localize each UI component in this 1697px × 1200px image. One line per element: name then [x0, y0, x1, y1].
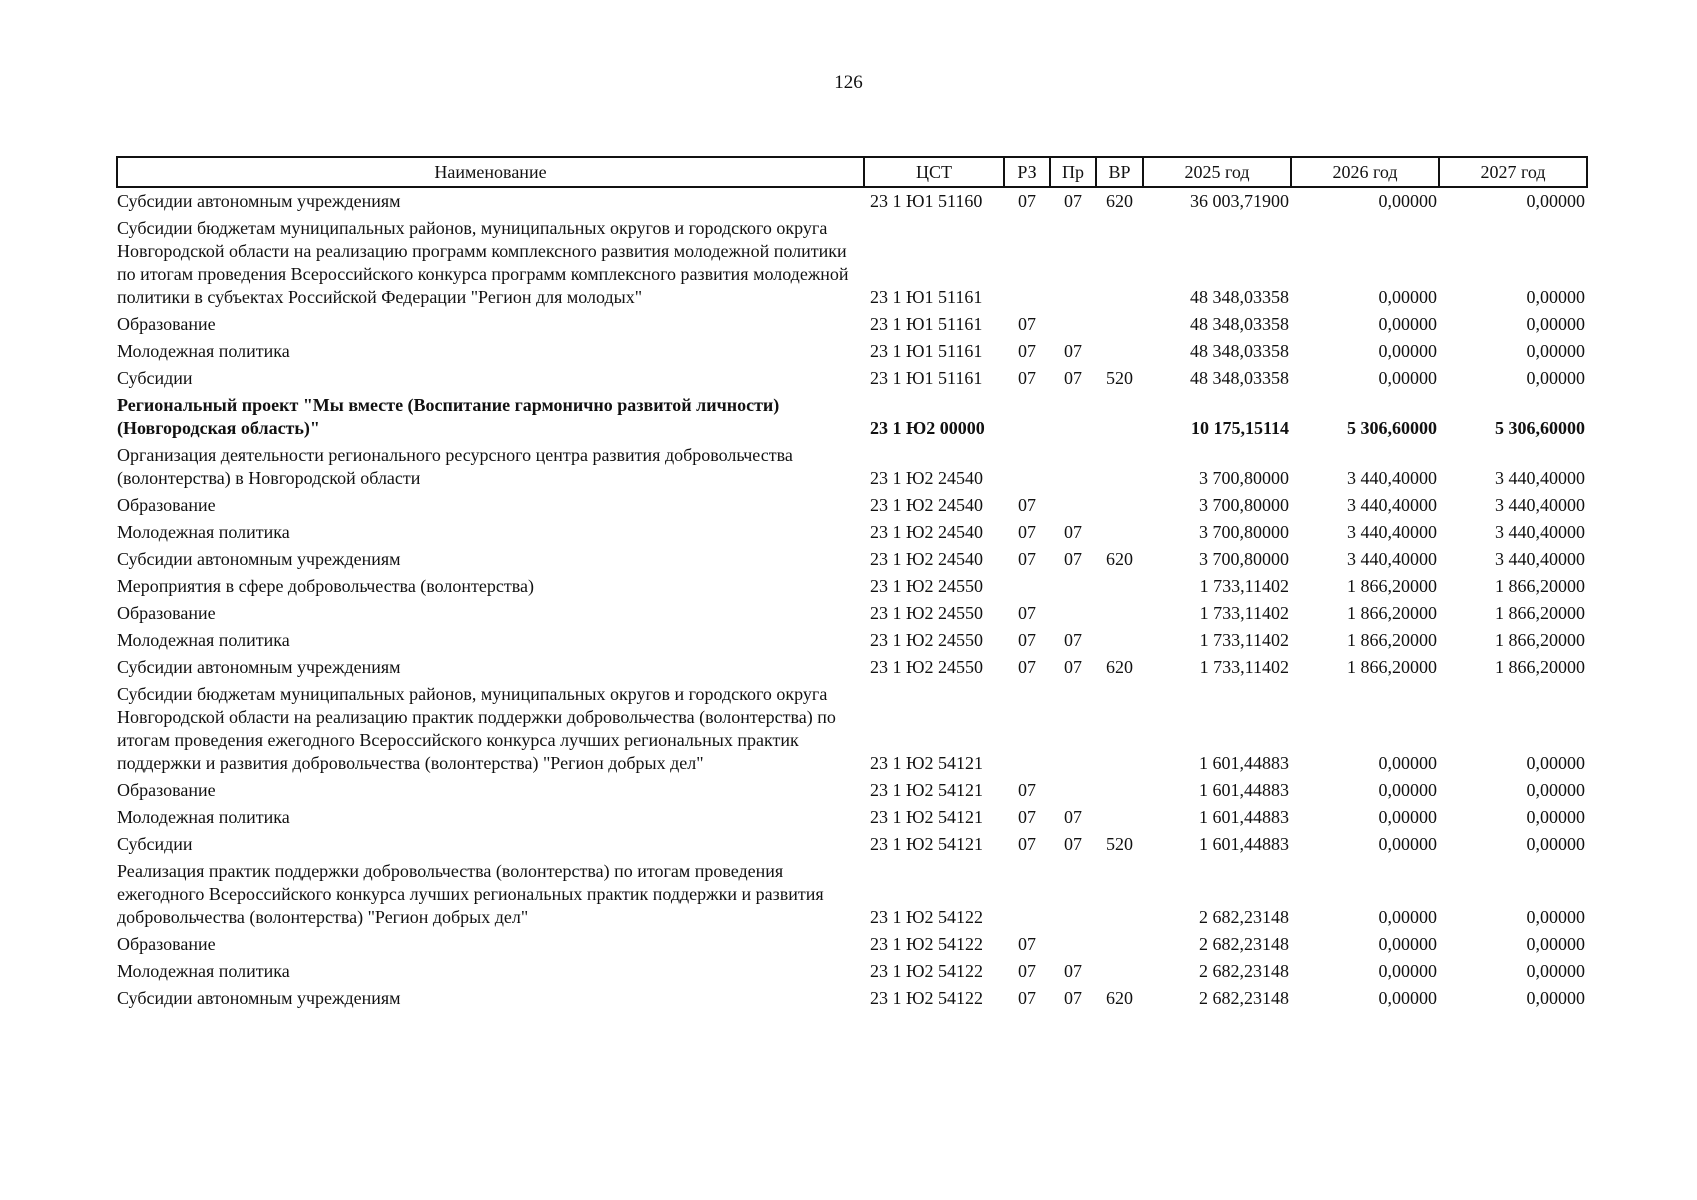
cell-2027: 0,00000 [1526, 834, 1585, 854]
cell-2025: 2 682,23148 [1199, 907, 1289, 927]
cell-2025: 1 601,44883 [1199, 753, 1289, 773]
cell-name: Субсидии бюджетам муниципальных районов, муниципальных округов и городского округа Новгородской области на реализацию программ комплексного развития молодежной политики по итогам проведения Всероссийского конкурса программ комплексного развития молодежной политики в субъектах Российской Федерации "Регион для молодых" [117, 218, 849, 307]
table-row [117, 519, 1587, 546]
cell-vr: 620 [1106, 191, 1133, 211]
cell-pr: 07 [1064, 522, 1082, 542]
cell-pr [1050, 931, 1096, 958]
cell-vr [1096, 392, 1143, 442]
header-cst: ЦСТ [864, 157, 1004, 187]
cell-cst: 23 1 Ю2 54121 [870, 834, 984, 854]
cell-2027: 1 866,20000 [1495, 630, 1585, 650]
table-row [117, 215, 1587, 311]
cell-rz: 07 [1018, 988, 1036, 1008]
cell-2025: 3 700,80000 [1199, 495, 1289, 515]
table-row [117, 392, 1587, 442]
table-row [117, 858, 1587, 931]
cell-pr [1050, 777, 1096, 804]
cell-rz: 07 [1018, 603, 1036, 623]
cell-name: Молодежная политика [117, 961, 290, 981]
cell-cst: 23 1 Ю2 24550 [870, 657, 984, 677]
cell-name: Образование [117, 495, 216, 515]
cell-cst: 23 1 Ю1 51160 [870, 191, 983, 211]
cell-vr [1096, 442, 1143, 492]
cell-rz: 07 [1018, 495, 1036, 515]
cell-vr: 620 [1106, 657, 1133, 677]
cell-rz: 07 [1018, 961, 1036, 981]
cell-vr [1096, 627, 1143, 654]
cell-pr [1050, 311, 1096, 338]
cell-2027: 0,00000 [1526, 314, 1585, 334]
cell-cst: 23 1 Ю2 54122 [870, 961, 984, 981]
table-header [117, 157, 1587, 187]
cell-2027: 3 440,40000 [1495, 468, 1585, 488]
cell-rz: 07 [1018, 780, 1036, 800]
cell-vr: 620 [1106, 549, 1133, 569]
table-row [117, 681, 1587, 777]
cell-name: Субсидии бюджетам муниципальных районов, муниципальных округов и городского округа Новгородской области на реализацию практик поддержки добровольчества (волонтерства) по итогам проведения ежегодного Всероссийского конкурса лучших региональных практик поддержки и развития добровольчества (волонтерства) "Регион добрых дел" [117, 684, 836, 773]
cell-vr: 620 [1106, 988, 1133, 1008]
cell-rz: 07 [1018, 934, 1036, 954]
cell-name: Организация деятельности регионального ресурсного центра развития добровольчества (волонтерства) в Новгородской области [117, 445, 793, 488]
cell-pr: 07 [1064, 834, 1082, 854]
header-row [117, 157, 1587, 187]
cell-2025: 36 003,71900 [1190, 191, 1289, 211]
table-row [117, 777, 1587, 804]
cell-rz [1004, 681, 1050, 777]
cell-2026: 5 306,60000 [1347, 418, 1437, 438]
cell-2027: 0,00000 [1526, 368, 1585, 388]
cell-name: Молодежная политика [117, 630, 290, 650]
cell-2025: 2 682,23148 [1199, 934, 1289, 954]
header-rz: РЗ [1004, 157, 1050, 187]
cell-vr [1096, 573, 1143, 600]
cell-name: Реализация практик поддержки добровольчества (волонтерства) по итогам проведения ежегодного Всероссийского конкурса лучших региональных практик поддержки и развития добровольчества (волонтерства) "Регион добрых дел" [117, 861, 824, 927]
cell-name: Образование [117, 314, 216, 334]
cell-2025: 1 733,11402 [1199, 630, 1289, 650]
cell-vr [1096, 777, 1143, 804]
cell-2027: 0,00000 [1526, 287, 1585, 307]
cell-pr: 07 [1064, 191, 1082, 211]
cell-2026: 1 866,20000 [1347, 576, 1437, 596]
table-row [117, 187, 1587, 215]
cell-2025: 10 175,15114 [1190, 418, 1289, 438]
cell-2026: 1 866,20000 [1347, 657, 1437, 677]
cell-vr [1096, 858, 1143, 931]
cell-rz [1004, 858, 1050, 931]
cell-2026: 3 440,40000 [1347, 468, 1437, 488]
cell-pr: 07 [1064, 807, 1082, 827]
cell-pr [1050, 392, 1096, 442]
cell-cst: 23 1 Ю2 54121 [870, 780, 984, 800]
cell-pr: 07 [1064, 988, 1082, 1008]
cell-2027: 0,00000 [1526, 191, 1585, 211]
cell-pr: 07 [1064, 368, 1082, 388]
cell-cst: 23 1 Ю2 54122 [870, 934, 984, 954]
cell-cst: 23 1 Ю2 24540 [870, 522, 984, 542]
cell-cst: 23 1 Ю2 24550 [870, 603, 984, 623]
cell-cst: 23 1 Ю1 51161 [870, 368, 983, 388]
table-row [117, 654, 1587, 681]
cell-name: Субсидии автономным учреждениям [117, 657, 401, 677]
cell-2026: 1 866,20000 [1347, 630, 1437, 650]
cell-2025: 3 700,80000 [1199, 549, 1289, 569]
cell-rz: 07 [1018, 314, 1036, 334]
cell-name: Образование [117, 934, 216, 954]
cell-2027: 3 440,40000 [1495, 549, 1585, 569]
cell-cst: 23 1 Ю1 51161 [870, 287, 983, 307]
table-row [117, 546, 1587, 573]
table-row [117, 311, 1587, 338]
cell-rz: 07 [1018, 522, 1036, 542]
cell-pr: 07 [1064, 961, 1082, 981]
cell-vr [1096, 681, 1143, 777]
cell-2025: 48 348,03358 [1190, 314, 1289, 334]
cell-2025: 48 348,03358 [1190, 368, 1289, 388]
cell-pr [1050, 215, 1096, 311]
cell-2027: 5 306,60000 [1495, 418, 1585, 438]
cell-name: Образование [117, 780, 216, 800]
table-row [117, 985, 1587, 1012]
cell-2027: 0,00000 [1526, 907, 1585, 927]
cell-cst: 23 1 Ю2 24550 [870, 576, 984, 596]
cell-2025: 3 700,80000 [1199, 522, 1289, 542]
cell-2026: 0,00000 [1378, 934, 1437, 954]
table-row [117, 442, 1587, 492]
cell-vr [1096, 492, 1143, 519]
cell-cst: 23 1 Ю2 24540 [870, 468, 984, 488]
cell-2027: 0,00000 [1526, 341, 1585, 361]
cell-vr [1096, 958, 1143, 985]
cell-2026: 0,00000 [1378, 907, 1437, 927]
cell-2027: 0,00000 [1526, 807, 1585, 827]
cell-pr [1050, 573, 1096, 600]
table-row [117, 492, 1587, 519]
cell-vr [1096, 931, 1143, 958]
cell-name: Молодежная политика [117, 807, 290, 827]
table-row [117, 365, 1587, 392]
cell-2026: 0,00000 [1378, 961, 1437, 981]
cell-2025: 2 682,23148 [1199, 988, 1289, 1008]
cell-rz [1004, 392, 1050, 442]
cell-pr [1050, 858, 1096, 931]
cell-rz: 07 [1018, 834, 1036, 854]
cell-2026: 3 440,40000 [1347, 549, 1437, 569]
cell-name: Мероприятия в сфере добровольчества (волонтерства) [117, 576, 535, 596]
cell-rz [1004, 573, 1050, 600]
cell-rz: 07 [1018, 807, 1036, 827]
cell-2026: 0,00000 [1378, 780, 1437, 800]
cell-2027: 1 866,20000 [1495, 576, 1585, 596]
header-2026: 2026 год [1291, 157, 1439, 187]
cell-name: Образование [117, 603, 216, 623]
cell-2026: 3 440,40000 [1347, 495, 1437, 515]
cell-name: Субсидии автономным учреждениям [117, 191, 401, 211]
cell-name: Субсидии [117, 368, 193, 388]
cell-pr: 07 [1064, 657, 1082, 677]
cell-2025: 48 348,03358 [1190, 287, 1289, 307]
cell-rz: 07 [1018, 341, 1036, 361]
budget-table [116, 156, 1588, 1012]
cell-2026: 0,00000 [1378, 988, 1437, 1008]
cell-rz [1004, 442, 1050, 492]
cell-2026: 0,00000 [1378, 753, 1437, 773]
cell-pr [1050, 442, 1096, 492]
cell-2027: 0,00000 [1526, 961, 1585, 981]
cell-cst: 23 1 Ю2 54122 [870, 988, 984, 1008]
table-row [117, 831, 1587, 858]
cell-2026: 0,00000 [1378, 191, 1437, 211]
header-vr: ВР [1096, 157, 1143, 187]
cell-cst: 23 1 Ю1 51161 [870, 314, 983, 334]
cell-pr [1050, 600, 1096, 627]
cell-rz: 07 [1018, 630, 1036, 650]
cell-2027: 0,00000 [1526, 780, 1585, 800]
cell-2027: 0,00000 [1526, 753, 1585, 773]
cell-2027: 3 440,40000 [1495, 522, 1585, 542]
cell-2026: 1 866,20000 [1347, 603, 1437, 623]
cell-2025: 3 700,80000 [1199, 468, 1289, 488]
cell-cst: 23 1 Ю1 51161 [870, 341, 983, 361]
cell-pr [1050, 492, 1096, 519]
cell-2026: 0,00000 [1378, 834, 1437, 854]
cell-cst: 23 1 Ю2 54122 [870, 907, 984, 927]
cell-pr [1050, 681, 1096, 777]
cell-name: Региональный проект "Мы вместе (Воспитание гармонично развитой личности) (Новгородская область)" [117, 395, 780, 438]
cell-rz [1004, 215, 1050, 311]
cell-cst: 23 1 Ю2 00000 [870, 418, 985, 438]
cell-2025: 48 348,03358 [1190, 341, 1289, 361]
cell-rz: 07 [1018, 657, 1036, 677]
cell-2027: 3 440,40000 [1495, 495, 1585, 515]
table-row [117, 573, 1587, 600]
cell-2025: 1 601,44883 [1199, 834, 1289, 854]
cell-vr: 520 [1106, 368, 1133, 388]
cell-2027: 0,00000 [1526, 988, 1585, 1008]
cell-vr: 520 [1106, 834, 1133, 854]
cell-cst: 23 1 Ю2 24540 [870, 495, 984, 515]
page-number: 126 [834, 72, 863, 93]
cell-vr [1096, 215, 1143, 311]
cell-rz: 07 [1018, 191, 1036, 211]
table-row [117, 931, 1587, 958]
cell-2026: 3 440,40000 [1347, 522, 1437, 542]
cell-name: Молодежная политика [117, 522, 290, 542]
table-row [117, 600, 1587, 627]
cell-pr: 07 [1064, 630, 1082, 650]
cell-2026: 0,00000 [1378, 368, 1437, 388]
cell-2026: 0,00000 [1378, 807, 1437, 827]
cell-cst: 23 1 Ю2 54121 [870, 807, 984, 827]
header-name: Наименование [117, 157, 864, 187]
cell-vr [1096, 311, 1143, 338]
cell-2026: 0,00000 [1378, 341, 1437, 361]
cell-pr: 07 [1064, 341, 1082, 361]
cell-2027: 1 866,20000 [1495, 603, 1585, 623]
cell-rz: 07 [1018, 368, 1036, 388]
cell-2025: 1 601,44883 [1199, 780, 1289, 800]
cell-vr [1096, 519, 1143, 546]
header-2027: 2027 год [1439, 157, 1587, 187]
cell-2025: 1 601,44883 [1199, 807, 1289, 827]
table-row [117, 958, 1587, 985]
cell-name: Субсидии автономным учреждениям [117, 549, 401, 569]
cell-cst: 23 1 Ю2 24540 [870, 549, 984, 569]
cell-cst: 23 1 Ю2 54121 [870, 753, 984, 773]
cell-vr [1096, 338, 1143, 365]
cell-2027: 1 866,20000 [1495, 657, 1585, 677]
table-row [117, 338, 1587, 365]
cell-2025: 1 733,11402 [1199, 657, 1289, 677]
cell-rz: 07 [1018, 549, 1036, 569]
table-row [117, 627, 1587, 654]
cell-2025: 2 682,23148 [1199, 961, 1289, 981]
cell-name: Субсидии [117, 834, 193, 854]
cell-2027: 0,00000 [1526, 934, 1585, 954]
cell-2026: 0,00000 [1378, 287, 1437, 307]
cell-2025: 1 733,11402 [1199, 576, 1289, 596]
header-pr: Пр [1050, 157, 1096, 187]
cell-2026: 0,00000 [1378, 314, 1437, 334]
cell-vr [1096, 804, 1143, 831]
cell-vr [1096, 600, 1143, 627]
cell-pr: 07 [1064, 549, 1082, 569]
cell-cst: 23 1 Ю2 24550 [870, 630, 984, 650]
table-row [117, 804, 1587, 831]
cell-name: Субсидии автономным учреждениям [117, 988, 401, 1008]
cell-name: Молодежная политика [117, 341, 290, 361]
table-body [117, 187, 1587, 1012]
header-2025: 2025 год [1143, 157, 1291, 187]
cell-2025: 1 733,11402 [1199, 603, 1289, 623]
